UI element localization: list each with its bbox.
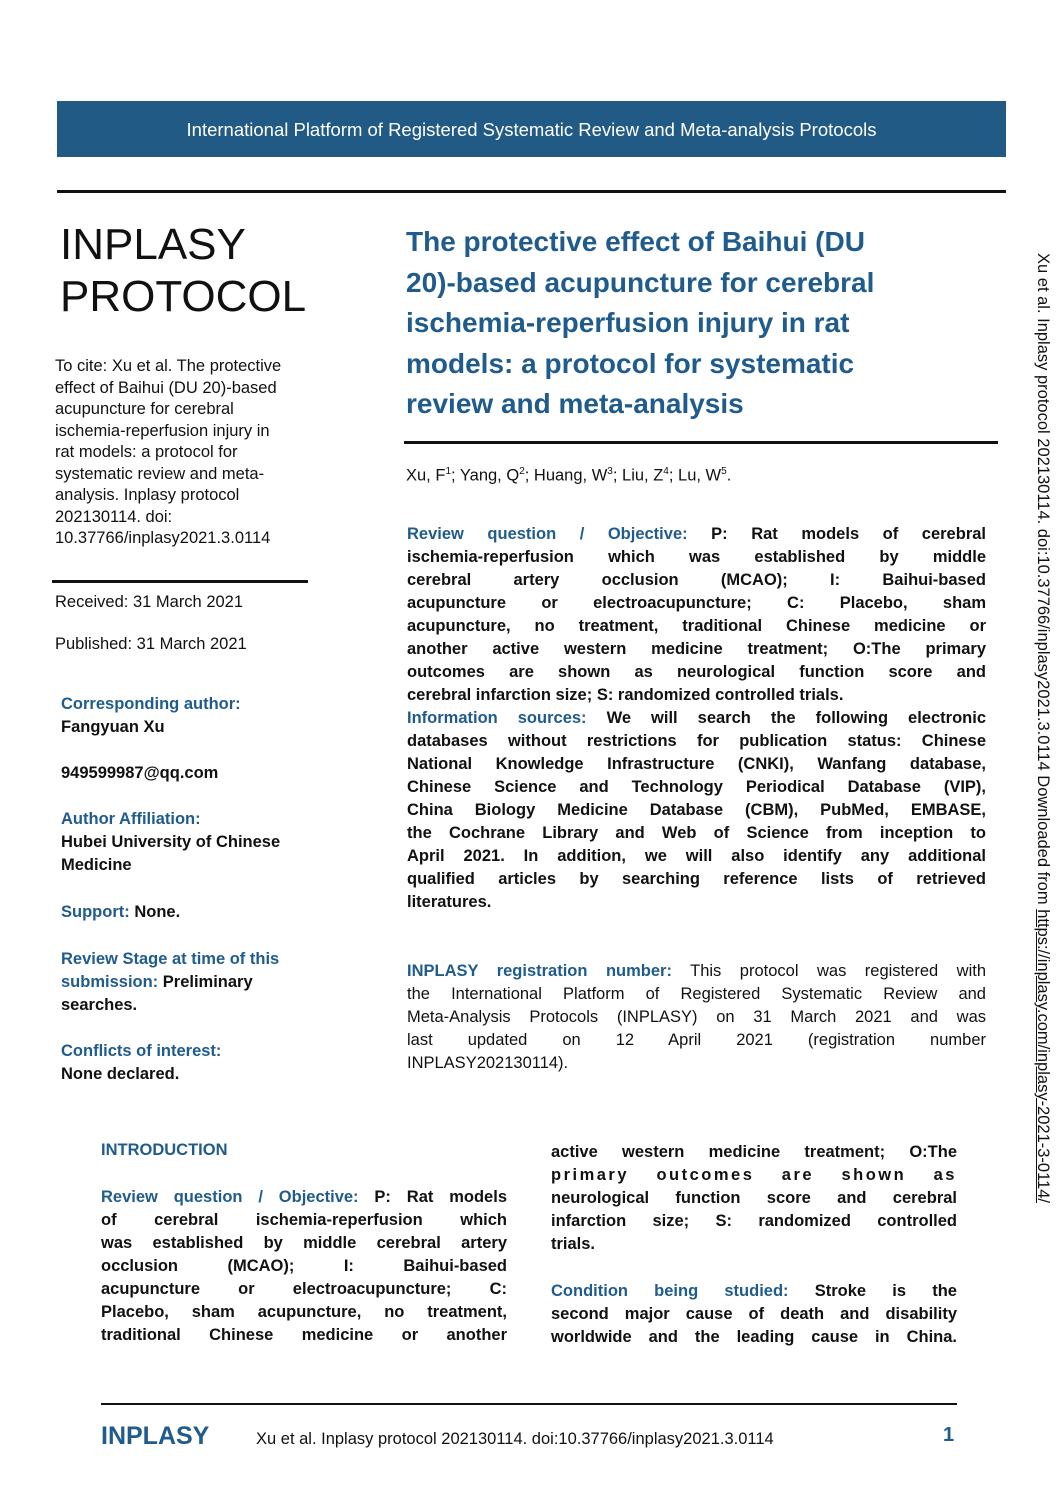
footer-brand: INPLASY — [101, 1422, 210, 1450]
affiliation-line-2: Medicine — [61, 856, 132, 874]
cite-line: acupuncture for cerebral — [55, 400, 234, 418]
information-sources-line: Chinese Science and Technology Periodical Database (VIP), — [407, 778, 986, 796]
review-question-line: acupuncture or electroacupuncture; C: Placebo, sham — [407, 594, 986, 612]
review-stage-value: Preliminary — [158, 973, 253, 991]
intro-line: of cerebral ischemia-reperfusion which — [101, 1211, 507, 1229]
cite-line: ischemia-reperfusion injury in — [55, 421, 270, 440]
title-line: The protective effect of Baihui (DU — [406, 226, 865, 257]
intro-continued-line: active western medicine treatment; O:The — [551, 1143, 957, 1161]
review-question-section — [407, 523, 986, 914]
support-value: None. — [129, 903, 181, 921]
corresponding-author-name: Fangyuan Xu — [61, 718, 165, 736]
cite-line: rat models: a protocol for — [55, 443, 238, 461]
affiliation-marker: 1 — [445, 466, 451, 477]
information-sources-line: qualified articles by searching reference lists of retrieved — [407, 870, 986, 888]
article-title — [406, 222, 986, 425]
review-question-line: outcomes are shown as neurological function score and — [407, 663, 986, 681]
author-affiliation — [61, 808, 351, 877]
citation-block — [55, 356, 340, 550]
brand-line-1: INPLASY — [60, 220, 246, 269]
support — [61, 901, 351, 924]
inplasy-protocol-heading — [60, 219, 306, 323]
title-line: ischemia-reperfusion injury in rat — [406, 307, 850, 338]
author-list-end: . — [726, 466, 732, 485]
cite-line: To cite: Xu et al. The protective — [55, 357, 282, 375]
intro-continued — [551, 1141, 957, 1256]
intro-continued-line: primary outcomes are shown as — [551, 1166, 957, 1184]
affiliation-line-1: Hubei University of Chinese — [61, 833, 281, 851]
cite-line: systematic review and meta- — [55, 464, 265, 483]
registration-label: INPLASY registration number: — [407, 962, 672, 980]
intro-line: occlusion (MCAO); I: Baihui-based — [101, 1257, 507, 1275]
author-email: 949599987@qq.com — [61, 764, 219, 782]
corresponding-author — [61, 693, 351, 739]
cite-line: effect of Baihui (DU 20)-based — [55, 378, 277, 397]
information-sources-line: literatures. — [407, 893, 492, 911]
review-question-line: another active western medicine treatment; O:The primary — [407, 640, 986, 658]
information-sources-line: April 2021. In addition, we will also identify any additional — [407, 847, 986, 865]
review-question-label: Review question / Objective: — [407, 525, 688, 543]
review-stage-label-2: submission: — [61, 973, 159, 991]
title-line: 20)-based acupuncture for cerebral — [406, 266, 875, 298]
title-line: models: a protocol for systematic — [406, 347, 855, 379]
journal-banner — [57, 101, 1006, 157]
review-stage — [61, 948, 351, 1017]
review-stage-label: Review Stage at time of this — [61, 950, 280, 968]
review-question-line: cerebral artery occlusion (MCAO); I: Baihui-based — [407, 571, 986, 589]
introduction-heading: INTRODUCTION — [101, 1141, 228, 1159]
registration-line: the International Platform of Registered Systematic Review and — [407, 985, 986, 1003]
footer-rule — [101, 1403, 957, 1405]
conflicts-of-interest — [61, 1040, 351, 1086]
affiliation-marker: 4 — [663, 466, 669, 477]
information-sources-line: China Biology Medicine Database (CBM), PubMed, EMBASE, — [407, 801, 986, 819]
title-line: review and meta-analysis — [406, 388, 744, 419]
author-list — [406, 466, 731, 486]
condition-line: second major cause of death and disability — [551, 1305, 957, 1323]
support-label: Support: — [61, 903, 130, 921]
sidebar-link[interactable]: https://inplasy.com/inplasy-2021-3-0114/ — [1034, 909, 1052, 1203]
condition-text: Stroke is the — [788, 1282, 957, 1300]
intro-review-question — [101, 1186, 507, 1347]
author-name: ; Liu, Z — [612, 466, 664, 485]
information-sources-label: Information sources: — [407, 709, 587, 727]
review-question-line: acupuncture, no treatment, traditional Chinese medicine or — [407, 617, 986, 635]
title-rule — [404, 441, 998, 444]
information-sources-line: databases without restrictions for publication status: Chinese — [407, 732, 986, 750]
affiliation-marker: 2 — [519, 466, 525, 477]
intro-line: Placebo, sham acupuncture, no treatment, — [101, 1303, 507, 1321]
cite-rule — [52, 580, 308, 583]
cite-line: 10.37766/inplasy2021.3.0114 — [55, 529, 271, 547]
condition-label: Condition being studied: — [551, 1282, 789, 1300]
registration-section — [407, 960, 986, 1075]
author-name: ; Yang, Q — [451, 466, 520, 485]
information-sources-line: the Cochrane Library and Web of Science from inception to — [407, 824, 986, 842]
conflicts-label: Conflicts of interest: — [61, 1042, 222, 1060]
page-number: 1 — [943, 1424, 955, 1446]
affiliation-label: Author Affiliation: — [61, 810, 201, 828]
intro-continued-line: trials. — [551, 1235, 596, 1253]
affiliation-marker: 5 — [721, 466, 727, 477]
intro-review-question-text: P: Rat models — [358, 1188, 507, 1206]
information-sources-line: National Knowledge Infrastructure (CNKI), Wanfang database, — [407, 755, 986, 773]
author-name: ; Huang, W — [524, 466, 608, 485]
conflicts-value: None declared. — [61, 1065, 180, 1083]
review-stage-value-2: searches. — [61, 996, 138, 1014]
cite-line: 202130114. doi: — [55, 507, 173, 526]
cite-line: analysis. Inplasy protocol — [55, 486, 240, 504]
registration-line: INPLASY202130114). — [407, 1054, 569, 1072]
registration-line: last updated on 12 April 2021 (registration number — [407, 1031, 986, 1049]
received-date: Received: 31 March 2021 — [55, 593, 244, 611]
affiliation-marker: 3 — [607, 466, 613, 477]
review-question-line: ischemia-reperfusion which was established by middle — [407, 548, 986, 566]
intro-review-question-label: Review question / Objective: — [101, 1188, 359, 1206]
registration-text: This protocol was registered with — [671, 962, 986, 980]
header-rule — [57, 190, 1006, 193]
condition-line: worldwide and the leading cause in China. — [551, 1328, 957, 1346]
corresponding-author-label: Corresponding author: — [61, 695, 241, 713]
banner-text: International Platform of Registered Systematic Review and Meta-analysis Protocols — [186, 119, 877, 140]
intro-continued-line: infarction size; S: randomized controlled — [551, 1212, 957, 1230]
author-name: ; Lu, W — [668, 466, 722, 485]
registration-line: Meta-Analysis Protocols (INPLASY) on 31 March 2021 and was — [407, 1008, 986, 1026]
condition-section — [551, 1280, 957, 1349]
review-question-text: P: Rat models of cerebral — [687, 525, 986, 543]
intro-line: acupuncture or electroacupuncture; C: — [101, 1280, 507, 1298]
footer-citation: Xu et al. Inplasy protocol 202130114. doi:10.37766/inplasy2021.3.0114 — [256, 1430, 774, 1448]
sidebar-text: Xu et al. Inplasy protocol 202130114. doi:10.37766/inplasy2021.3.0114 Downloaded from — [1034, 253, 1052, 910]
download-sidebar — [1033, 253, 1052, 1203]
intro-line: was established by middle cerebral artery — [101, 1234, 507, 1252]
brand-line-2: PROTOCOL — [60, 272, 307, 321]
author-name: Xu, F — [406, 466, 446, 485]
information-sources-text: We will search the following electronic — [586, 709, 986, 727]
published-date: Published: 31 March 2021 — [55, 635, 247, 653]
intro-continued-line: neurological function score and cerebral — [551, 1189, 957, 1207]
intro-line: traditional Chinese medicine or another — [101, 1326, 507, 1344]
review-question-line: cerebral infarction size; S: randomized controlled trials. — [407, 686, 844, 704]
